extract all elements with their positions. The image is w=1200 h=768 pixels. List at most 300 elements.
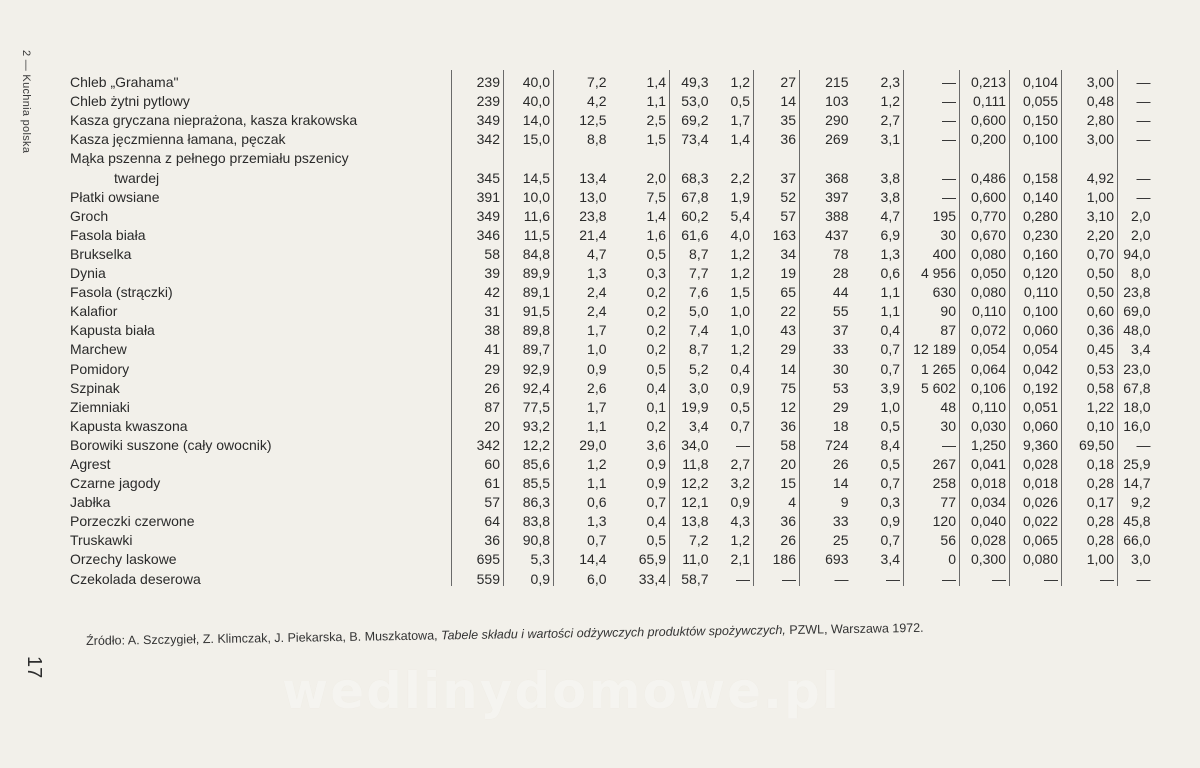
product-name: Czekolada deserowa [70, 570, 201, 587]
table-cell: — [1118, 566, 1154, 585]
table-cell: — [886, 570, 900, 587]
table-cell: 42 [452, 280, 504, 299]
table-cell: 0,48 [1062, 89, 1118, 108]
source-title: Tabele składu i wartości odżywczych produktów spożywczych, [440, 623, 786, 643]
table-cell: 4 956 [904, 261, 960, 280]
table-cell: 4,7 [554, 242, 610, 261]
table-cell: 695 [452, 547, 504, 566]
table-cell: 239 [452, 70, 504, 89]
table-cell: 69,2 [670, 108, 712, 127]
table-cell: 11,8 [670, 452, 712, 471]
table-row [64, 108, 1154, 127]
table-cell: 0,670 [960, 223, 1010, 242]
table-row [64, 165, 1154, 184]
table-cell: 0,70 [1062, 242, 1118, 261]
table-cell: 84,8 [504, 242, 554, 261]
page-number: 17 [23, 656, 45, 679]
table-cell: 22 [754, 299, 800, 318]
table-cell: 33 [800, 509, 852, 528]
product-name: Fasola (strączki) [70, 284, 173, 301]
table-cell: 0,7 [880, 532, 900, 549]
table-cell: 9 [800, 490, 852, 509]
table-cell: 9,360 [1010, 433, 1062, 452]
table-cell [610, 146, 670, 165]
table-cell: 724 [800, 433, 852, 452]
table-cell: 0,2 [646, 284, 666, 301]
table-cell [1010, 146, 1062, 165]
table-cell: 349 [452, 108, 504, 127]
table-cell: 68,3 [670, 165, 712, 184]
table-cell: 1,0 [730, 303, 750, 320]
product-name: Jabłka [70, 494, 111, 511]
table-cell: 0,6 [554, 490, 610, 509]
table-cell: 77 [904, 490, 960, 509]
product-name: Chleb żytni pytlowy [70, 93, 190, 110]
table-cell: 0,140 [1010, 185, 1062, 204]
table-cell: 5,2 [670, 356, 712, 375]
table-cell: 13,4 [554, 165, 610, 184]
table-cell: 3,4 [1118, 337, 1154, 356]
table-cell: 195 [904, 204, 960, 223]
table-cell: 12 189 [904, 337, 960, 356]
table-cell: 65,9 [638, 551, 666, 568]
table-cell: 0,486 [960, 165, 1010, 184]
table-cell: 69,50 [1062, 433, 1118, 452]
table-cell: 1,2 [730, 74, 750, 91]
table-cell: 0,106 [960, 376, 1010, 395]
table-cell: 0,5 [646, 532, 666, 549]
table-cell: 0,300 [960, 547, 1010, 566]
table-cell [960, 146, 1010, 165]
table-cell: 34,0 [670, 433, 712, 452]
table-cell: 1,1 [554, 471, 610, 490]
table-cell: 0,110 [960, 395, 1010, 414]
table-cell: 0,28 [1062, 471, 1118, 490]
table-cell: 5,3 [504, 547, 554, 566]
table-cell: 29 [452, 356, 504, 375]
table-cell: 52 [754, 185, 800, 204]
table-cell: 34 [754, 242, 800, 261]
table-cell: 0,192 [1010, 376, 1062, 395]
table-cell: 0,17 [1062, 490, 1118, 509]
table-cell: 14 [754, 356, 800, 375]
table-cell: 2,2 [730, 169, 750, 186]
table-row [64, 414, 1154, 433]
table-cell: 3,0 [670, 376, 712, 395]
table-cell: 33 [800, 337, 852, 356]
table-cell: 36 [754, 127, 800, 146]
table-cell: 12,5 [554, 108, 610, 127]
table-cell: 29 [800, 395, 852, 414]
table-cell: 0,230 [1010, 223, 1062, 242]
table-cell: 0,104 [1010, 70, 1062, 89]
table-cell: 0,040 [960, 509, 1010, 528]
table-cell: 89,9 [504, 261, 554, 280]
table-row [64, 127, 1154, 146]
table-cell: 1,1 [646, 93, 666, 110]
table-cell: 0,5 [730, 398, 750, 415]
table-cell: 57 [452, 490, 504, 509]
table-cell: 630 [904, 280, 960, 299]
table-cell: 37 [754, 165, 800, 184]
table-cell: 78 [800, 242, 852, 261]
product-name: twardej [114, 169, 160, 186]
table-row [64, 70, 1154, 89]
table-cell: 26 [754, 528, 800, 547]
table-cell: 13,0 [554, 185, 610, 204]
table-cell: 65 [754, 280, 800, 299]
product-name: Szpinak [70, 379, 120, 396]
table-cell: 15,0 [504, 127, 554, 146]
table-row [64, 376, 1154, 395]
table-cell: 0,9 [554, 356, 610, 375]
table-cell: 1,7 [554, 395, 610, 414]
table-cell: 0,45 [1062, 337, 1118, 356]
table-cell: 0,7 [646, 494, 666, 511]
table-cell: — [1118, 165, 1154, 184]
table-cell: 559 [452, 566, 504, 585]
table-cell: 91,5 [504, 299, 554, 318]
table-cell: 0,4 [880, 322, 900, 339]
table-cell: 1,0 [880, 398, 900, 415]
table-cell: 0,041 [960, 452, 1010, 471]
table-row [64, 490, 1154, 509]
table-row [64, 261, 1154, 280]
table-cell: 0,100 [1010, 299, 1062, 318]
table-cell: 1,2 [730, 341, 750, 358]
table-cell: 4 [754, 490, 800, 509]
table-cell: 36 [754, 414, 800, 433]
table-cell: 5 602 [904, 376, 960, 395]
table-cell: 0,042 [1010, 356, 1062, 375]
source-citation [86, 618, 1086, 648]
table-cell: 73,4 [670, 127, 712, 146]
table-cell: 8,7 [670, 337, 712, 356]
table-cell: 6,0 [554, 566, 610, 585]
table-cell: 0,5 [880, 455, 900, 472]
table-cell: 30 [904, 414, 960, 433]
table-cell: — [754, 566, 800, 585]
table-cell: 0,18 [1062, 452, 1118, 471]
table-cell: 0,9 [730, 379, 750, 396]
table-cell: 58 [754, 433, 800, 452]
table-cell: 3,9 [880, 379, 900, 396]
table-cell: 23,8 [1118, 280, 1154, 299]
table-cell: 3,10 [1062, 204, 1118, 223]
table-cell: 0,2 [646, 322, 666, 339]
table-cell: 3,2 [730, 475, 750, 492]
table-cell: 77,5 [504, 395, 554, 414]
table-cell: 90 [904, 299, 960, 318]
table-cell: 7,4 [670, 318, 712, 337]
table-cell [1118, 146, 1154, 165]
table-cell: 93,2 [504, 414, 554, 433]
table-cell: 0,3 [880, 494, 900, 511]
table-row [64, 433, 1154, 452]
table-cell: 1,6 [646, 226, 666, 243]
table-cell: 14 [754, 89, 800, 108]
table-cell: 2,80 [1062, 108, 1118, 127]
table-cell: 14,7 [1118, 471, 1154, 490]
table-cell: 0,6 [880, 265, 900, 282]
table-cell: 0,034 [960, 490, 1010, 509]
table-cell: 1,2 [880, 93, 900, 110]
table-cell: 0,110 [960, 299, 1010, 318]
table-cell: 346 [452, 223, 504, 242]
table-cell: 0,5 [880, 417, 900, 434]
product-name: Porzeczki czerwone [70, 513, 195, 530]
table-cell: 31 [452, 299, 504, 318]
table-cell: 0,4 [646, 513, 666, 530]
table-cell: 66,0 [1118, 528, 1154, 547]
table-cell: 13,8 [670, 509, 712, 528]
table-cell: 0,9 [646, 475, 666, 492]
table-cell: 0,200 [960, 127, 1010, 146]
table-cell: 6,9 [880, 226, 900, 243]
table-cell: — [736, 436, 750, 453]
table-row [64, 318, 1154, 337]
table-cell: 0,36 [1062, 318, 1118, 337]
table-row [64, 299, 1154, 318]
table-cell: 1,1 [880, 284, 900, 301]
table-cell: 29,0 [554, 433, 610, 452]
table-cell [904, 146, 960, 165]
source-prefix: Źródło: A. Szczygieł, Z. Klimczak, J. Piekarska, B. Muszkatowa, [86, 628, 442, 648]
table-cell: 48 [904, 395, 960, 414]
table-row [64, 509, 1154, 528]
table-cell: — [800, 566, 852, 585]
table-cell [800, 146, 852, 165]
table-cell: 23,8 [554, 204, 610, 223]
table-cell: 20 [754, 452, 800, 471]
product-name: Pomidory [70, 360, 130, 377]
table-cell: 39 [452, 261, 504, 280]
table-cell: 7,5 [646, 188, 666, 205]
table-cell: 3,0 [1118, 547, 1154, 566]
table-cell: 16,0 [1118, 414, 1154, 433]
table-cell: 43 [754, 318, 800, 337]
product-name: Brukselka [70, 245, 132, 262]
source-suffix: PZWL, Warszawa 1972. [785, 620, 924, 638]
table-cell: 0,53 [1062, 356, 1118, 375]
table-cell: 4,7 [880, 207, 900, 224]
table-cell: 45,8 [1118, 509, 1154, 528]
table-cell: — [960, 566, 1010, 585]
table-cell: 0,120 [1010, 261, 1062, 280]
table-cell: 0,5 [646, 245, 666, 262]
table-cell: 1,1 [554, 414, 610, 433]
table-cell: 89,7 [504, 337, 554, 356]
table-cell: 18,0 [1118, 395, 1154, 414]
table-cell: 0,055 [1010, 89, 1062, 108]
table-cell: 1,2 [730, 245, 750, 262]
table-cell: 2,7 [730, 455, 750, 472]
table-cell: 25,9 [1118, 452, 1154, 471]
table-cell: 18 [800, 414, 852, 433]
table-cell: 258 [904, 471, 960, 490]
table-cell: 0,9 [880, 513, 900, 530]
watermark: wedlinydomowe.pl [282, 662, 841, 720]
table-cell: 0,28 [1062, 528, 1118, 547]
table-cell: 7,2 [670, 528, 712, 547]
table-cell: — [904, 127, 960, 146]
table-cell: 0,1 [646, 398, 666, 415]
table-cell: 0,5 [730, 93, 750, 110]
table-cell: 0,111 [960, 89, 1010, 108]
table-cell: 0,2 [646, 303, 666, 320]
table-cell [852, 146, 904, 165]
product-name: Orzechy laskowe [70, 551, 177, 568]
table-cell [554, 146, 610, 165]
table-cell: — [1118, 108, 1154, 127]
table-cell: 0,060 [1010, 414, 1062, 433]
table-row [64, 452, 1154, 471]
table-cell: — [904, 433, 960, 452]
table-cell: 58,7 [670, 566, 712, 585]
table-cell: — [1062, 566, 1118, 585]
table-cell: 0,9 [730, 494, 750, 511]
table-cell: 12,2 [670, 471, 712, 490]
table-cell: 1,3 [880, 245, 900, 262]
table-cell: 391 [452, 185, 504, 204]
table-cell: 5,4 [730, 207, 750, 224]
table-cell: 0,100 [1010, 127, 1062, 146]
table-cell: 2,1 [730, 551, 750, 568]
table-cell: 29 [754, 337, 800, 356]
table-cell: 1 265 [904, 356, 960, 375]
table-cell: 0,213 [960, 70, 1010, 89]
table-cell: 1,7 [730, 112, 750, 129]
table-cell: 8,4 [880, 436, 900, 453]
table-cell: 1,3 [554, 261, 610, 280]
table-cell: 25 [800, 528, 852, 547]
table-cell: 23,0 [1118, 356, 1154, 375]
product-name: Kasza jęczmienna łamana, pęczak [70, 131, 286, 148]
table-cell: 48,0 [1118, 318, 1154, 337]
table-cell: 1,3 [554, 509, 610, 528]
table-cell: 83,8 [504, 509, 554, 528]
table-cell: 0,50 [1062, 261, 1118, 280]
table-cell: 693 [800, 547, 852, 566]
table-cell: 37 [800, 318, 852, 337]
table-cell: 3,4 [880, 551, 900, 568]
table-cell: 3,8 [880, 169, 900, 186]
table-cell: 49,3 [670, 70, 712, 89]
table-cell: 7,2 [554, 70, 610, 89]
table-cell: 87 [904, 318, 960, 337]
table-cell: 3,6 [646, 436, 666, 453]
table-cell: 11,6 [504, 204, 554, 223]
table-cell: — [904, 108, 960, 127]
table-cell: 40,0 [504, 89, 554, 108]
table-cell: 90,8 [504, 528, 554, 547]
table-cell: — [1118, 89, 1154, 108]
table-cell: 3,1 [880, 131, 900, 148]
table-cell: 0,2 [646, 341, 666, 358]
product-name: Dynia [70, 265, 106, 282]
table-cell: 1,22 [1062, 395, 1118, 414]
table-cell: 57 [754, 204, 800, 223]
table-cell: 36 [754, 509, 800, 528]
table-cell: 33,4 [638, 570, 666, 587]
table-cell: 1,0 [554, 337, 610, 356]
table-cell: 186 [754, 547, 800, 566]
table-cell: 12,2 [504, 433, 554, 452]
table-cell: 56 [904, 528, 960, 547]
table-cell: 2,0 [1118, 204, 1154, 223]
table-cell: 0,28 [1062, 509, 1118, 528]
table-cell: 14,0 [504, 108, 554, 127]
table-cell: 30 [904, 223, 960, 242]
table-cell: 7,6 [670, 280, 712, 299]
table-cell: 3,00 [1062, 127, 1118, 146]
table-cell [1062, 146, 1118, 165]
table-cell: 53,0 [670, 89, 712, 108]
table-cell: 1,9 [730, 188, 750, 205]
table-cell: 20 [452, 414, 504, 433]
table-cell: 28 [800, 261, 852, 280]
table-cell: 1,2 [554, 452, 610, 471]
product-name: Agrest [70, 455, 111, 472]
table-cell: 85,6 [504, 452, 554, 471]
product-name: Kasza gryczana nieprażona, kasza krakowska [70, 112, 358, 129]
table-cell: 21,4 [554, 223, 610, 242]
table-cell: 40,0 [504, 70, 554, 89]
product-name: Czarne jagody [70, 475, 161, 492]
table-cell: 345 [452, 165, 504, 184]
table-cell: 0,022 [1010, 509, 1062, 528]
table-cell: — [1118, 70, 1154, 89]
table-cell: 1,0 [730, 322, 750, 339]
table-cell: 1,2 [730, 532, 750, 549]
table-cell: 0,60 [1062, 299, 1118, 318]
table-cell: 0,051 [1010, 395, 1062, 414]
table-cell: 0,4 [730, 360, 750, 377]
table-cell: 36 [452, 528, 504, 547]
table-cell: 85,5 [504, 471, 554, 490]
table-cell: — [1010, 566, 1062, 585]
table-cell: 400 [904, 242, 960, 261]
table-cell: 0,7 [730, 417, 750, 434]
table-cell: 67,8 [1118, 376, 1154, 395]
table-cell: 0,600 [960, 185, 1010, 204]
table-cell: 2,3 [880, 74, 900, 91]
table-cell: 19,9 [670, 395, 712, 414]
table-cell: 0,030 [960, 414, 1010, 433]
table-cell: 0,5 [646, 360, 666, 377]
table-row [64, 204, 1154, 223]
table-row [64, 471, 1154, 490]
product-name: Kapusta biała [70, 322, 155, 339]
table-cell: 1,4 [646, 74, 666, 91]
table-cell: 61,6 [670, 223, 712, 242]
table-cell: 0,7 [880, 475, 900, 492]
table-cell: 163 [754, 223, 800, 242]
table-cell: 0,9 [504, 566, 554, 585]
table-row [64, 547, 1154, 566]
table-row [64, 223, 1154, 242]
table-cell: 2,20 [1062, 223, 1118, 242]
table-body [64, 70, 1154, 586]
table-cell: 87 [452, 395, 504, 414]
table-cell: 4,0 [730, 226, 750, 243]
table-cell: 1,7 [554, 318, 610, 337]
table-cell: 12 [754, 395, 800, 414]
table-cell: 0,080 [960, 242, 1010, 261]
table-cell: 0,065 [1010, 528, 1062, 547]
table-cell [754, 146, 800, 165]
table-cell: 89,8 [504, 318, 554, 337]
